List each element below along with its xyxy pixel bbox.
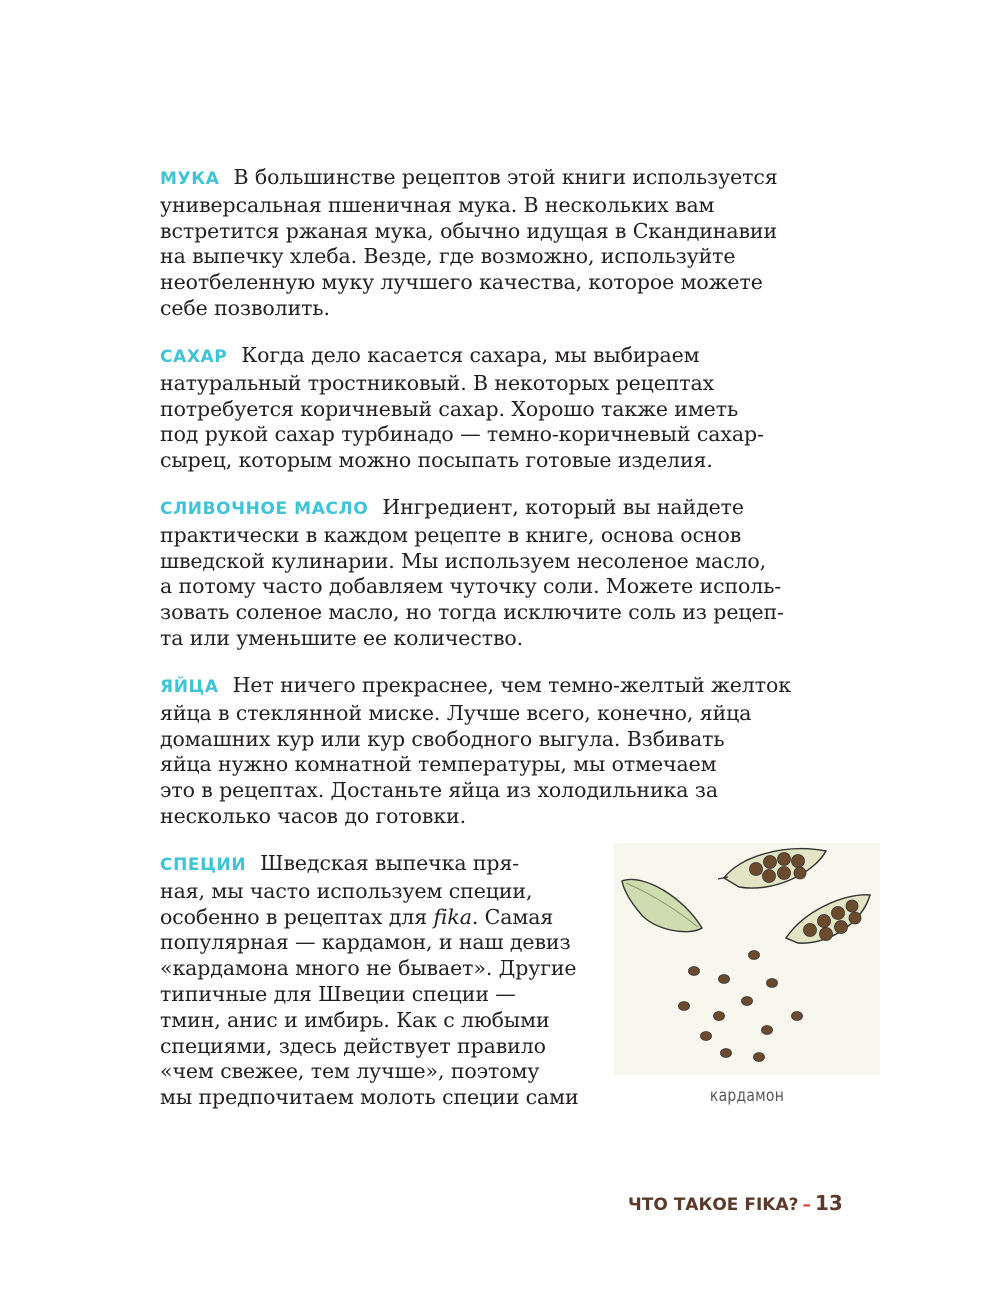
text-line: яйца в стеклянной миске. Лучше всего, конечно, яйца bbox=[160, 700, 752, 725]
text-line: В большинстве рецептов этой книги используется bbox=[233, 165, 778, 189]
text-line: мы предпочитаем молоть специи сами bbox=[160, 1085, 579, 1110]
cardamom-seeds-icon bbox=[679, 951, 803, 1062]
text-line: домашних кур или кур свободного выгула. Взбивать bbox=[160, 726, 725, 751]
page-footer bbox=[628, 1191, 848, 1215]
text-line: сырец, которым можно посыпать готовые изделия. bbox=[160, 448, 713, 473]
illustration-caption: кардамон bbox=[709, 1086, 785, 1106]
cardamom-drawing bbox=[614, 843, 880, 1075]
keyword-flour: МУКА bbox=[160, 169, 220, 189]
page-number: 13 bbox=[814, 1191, 843, 1215]
text-line: зовать соленое масло, но тогда исключите соль из рецеп- bbox=[160, 600, 784, 625]
running-title: ЧТО ТАКОЕ FIKA? bbox=[628, 1195, 799, 1215]
footer-dash: – bbox=[802, 1195, 811, 1215]
text-line: ная, мы часто используем специи, bbox=[160, 878, 533, 903]
text-line: несколько часов до готовки. bbox=[160, 803, 467, 828]
paragraph-flour bbox=[160, 165, 830, 322]
cardamom-illustration bbox=[614, 843, 880, 1075]
paragraph-eggs bbox=[160, 673, 830, 830]
paragraph-spices bbox=[160, 851, 610, 1111]
paragraph-butter bbox=[160, 495, 830, 652]
text-line: шведской кулинарии. Мы используем несоленое масло, bbox=[160, 548, 767, 573]
keyword-butter: СЛИВОЧНОЕ МАСЛО bbox=[160, 499, 369, 519]
text-line: натуральный тростниковый. В некоторых рецептах bbox=[160, 370, 715, 395]
text-line: на выпечку хлеба. Везде, где возможно, используйте bbox=[160, 244, 736, 269]
text-line: специями, здесь действует правило bbox=[160, 1033, 546, 1058]
text-line: та или уменьшите ее количество. bbox=[160, 625, 524, 650]
text-line: Шведская выпечка пря- bbox=[260, 851, 520, 875]
fika-italic: fika bbox=[433, 904, 472, 929]
cardamom-open-pod-icon bbox=[718, 849, 826, 888]
paragraph-sugar bbox=[160, 343, 830, 474]
text-line: встретится ржаная мука, обычно идущая в Скандинавии bbox=[160, 218, 778, 243]
keyword-sugar: САХАР bbox=[160, 347, 228, 367]
text-line: потребуется коричневый сахар. Хорошо также иметь bbox=[160, 396, 739, 421]
text-line: тмин, анис и имбирь. Как с любыми bbox=[160, 1007, 550, 1032]
text-line: а потому часто добавляем чуточку соли. Можете исполь- bbox=[160, 574, 782, 599]
text-line: Ингредиент, который вы найдете bbox=[382, 495, 744, 519]
text-line: «чем свежее, тем лучше», поэтому bbox=[160, 1059, 540, 1084]
text-line: под рукой сахар турбинадо — темно-коричневый сахар- bbox=[160, 422, 764, 447]
text-line: Когда дело касается сахара, мы выбираем bbox=[241, 343, 700, 367]
text-line: это в рецептах. Достаньте яйца из холодильника за bbox=[160, 778, 718, 803]
text-line: яйца нужно комнатной температуры, мы отмечаем bbox=[160, 752, 717, 777]
cardamom-open-pod-icon bbox=[786, 895, 870, 943]
cardamom-pod-icon bbox=[622, 879, 702, 931]
text-line: универсальная пшеничная мука. В нескольких вам bbox=[160, 192, 715, 217]
keyword-eggs: ЯЙЦА bbox=[160, 677, 219, 697]
text-line: «кардамона много не бывает». Другие bbox=[160, 956, 577, 981]
text-line: типичные для Швеции специи — bbox=[160, 981, 516, 1006]
text-line: особенно в рецептах для fika. Самая bbox=[160, 904, 554, 929]
text-line: неотбеленную муку лучшего качества, которое можете bbox=[160, 270, 763, 295]
keyword-spices: СПЕЦИИ bbox=[160, 855, 247, 875]
text-line: Нет ничего прекраснее, чем темно-желтый желток bbox=[232, 673, 791, 697]
text-line: практически в каждом рецепте в книге, основа основ bbox=[160, 522, 742, 547]
text-line: себе позволить. bbox=[160, 295, 330, 320]
text-line: популярная — кардамон, и наш девиз bbox=[160, 930, 571, 955]
